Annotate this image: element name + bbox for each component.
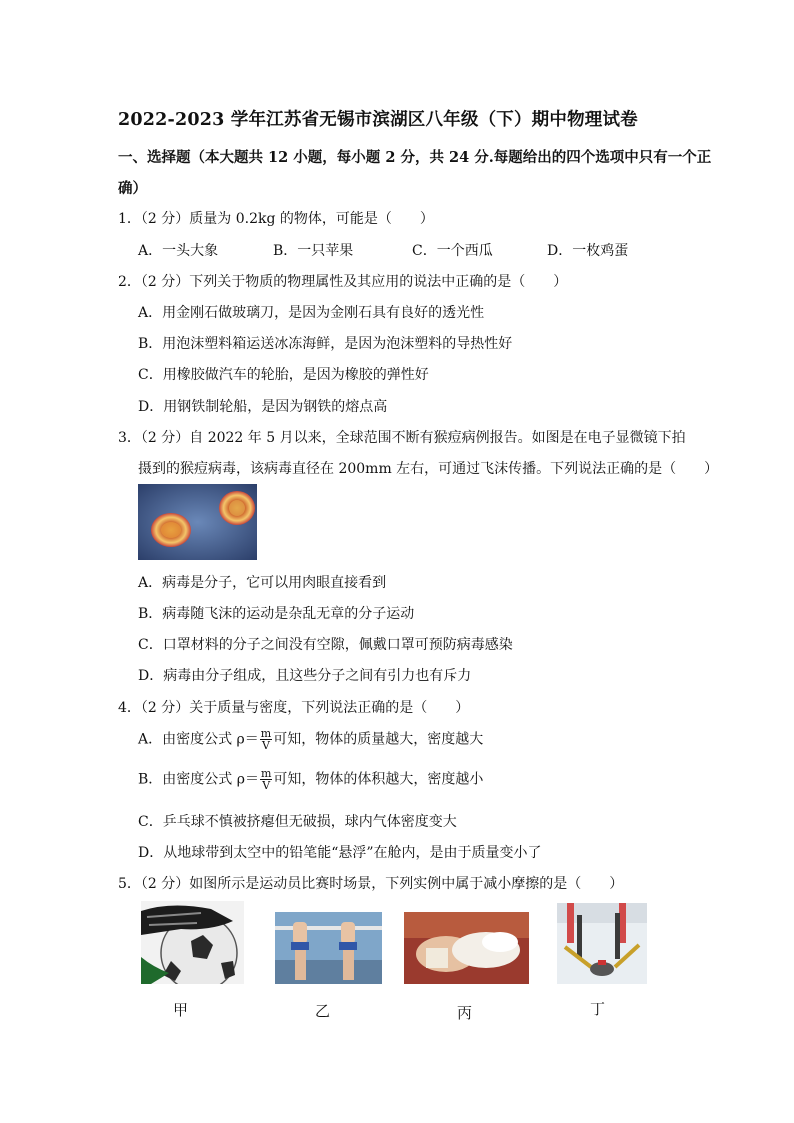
q4-option-b-suffix: 可知，物体的体积越大，密度越小	[273, 771, 484, 788]
q4-option-a-prefix: A．由密度公式 ρ＝	[138, 731, 259, 748]
q2-option-a: A．用金刚石做玻璃刀，是因为金刚石具有良好的透光性	[138, 305, 485, 321]
q4-option-b	[138, 768, 483, 791]
section-heading: 一、选择题（本大题共 12 小题，每小题 2 分，共 24 分.每题给出的四个选项中只有一个正	[118, 149, 712, 166]
fraction-denominator: V	[262, 739, 270, 752]
q3-stem-line1: 3．（2 分）自 2022 年 5 月以来，全球范围不断有猴痘病例报告。如图是在电子显微镜下拍	[118, 430, 686, 446]
caption-yi: 乙	[315, 1002, 331, 1020]
caption-ding: 丁	[590, 1000, 606, 1018]
paper-title: 2022-2023 学年江苏省无锡市滨湖区八年级（下）期中物理试卷	[118, 110, 638, 130]
goalkeeper-glove-image	[141, 901, 244, 984]
q2-option-c: C．用橡胶做汽车的轮胎，是因为橡胶的弹性好	[138, 367, 429, 383]
q3-option-a: A．病毒是分子，它可以用肉眼直接看到	[138, 575, 387, 591]
caption-jia: 甲	[173, 1001, 189, 1019]
q2-option-d: D．用钢铁制轮船，是因为钢铁的熔点高	[138, 399, 388, 415]
q5-stem: 5．（2 分）如图所示是运动员比赛时场景，下列实例中属于减小摩擦的是（ ）	[118, 876, 624, 892]
density-formula-fraction	[260, 768, 272, 791]
q4-option-d: D．从地球带到太空中的铅笔能“悬浮”在舱内，是由于质量变小了	[138, 845, 542, 861]
q4-option-a-suffix: 可知，物体的质量越大，密度越大	[273, 731, 484, 748]
q4-option-c: C．乒乓球不慎被挤瘪但无破损，球内气体密度变大	[138, 814, 457, 830]
curling-image	[557, 903, 647, 984]
fraction-denominator: V	[262, 779, 271, 792]
q3-option-d: D．病毒由分子组成，且这些分子之间有引力也有斥力	[138, 668, 472, 684]
section-heading-cont: 确）	[118, 180, 147, 197]
q2-option-b: B．用泡沫塑料箱运送冰冻海鲜，是因为泡沫塑料的导热性好	[138, 336, 513, 352]
q3-stem-line2: 摄到的猴痘病毒，该病毒直径在 200mm 左右，可通过飞沫传播。下列说法正确的是（ ）	[138, 461, 719, 477]
q1-option-a: A．一头大象	[138, 243, 219, 259]
chalk-hands-image	[404, 912, 529, 984]
q1-option-d: D．一枚鸡蛋	[547, 243, 629, 259]
q1-option-b: B．一只苹果	[273, 243, 354, 259]
caption-bing: 丙	[457, 1004, 473, 1022]
q1-stem: 1．（2 分）质量为 0.2kg 的物体，可能是（ ）	[118, 211, 434, 227]
q4-option-b-prefix: B．由密度公式 ρ＝	[138, 771, 259, 788]
q4-option-a	[138, 728, 483, 751]
q1-option-c: C．一个西瓜	[412, 243, 493, 259]
q3-option-b: B．病毒随飞沫的运动是杂乱无章的分子运动	[138, 606, 415, 622]
virus-micrograph-image	[138, 484, 257, 560]
gymnast-bar-image	[275, 912, 382, 984]
q2-stem: 2．（2 分）下列关于物质的物理属性及其应用的说法中正确的是（ ）	[118, 274, 568, 290]
q3-option-c: C．口罩材料的分子之间没有空隙，佩戴口罩可预防病毒感染	[138, 637, 513, 653]
fraction-numerator: m	[260, 727, 272, 740]
q4-stem: 4．（2 分）关于质量与密度，下列说法正确的是（ ）	[118, 700, 470, 716]
fraction-numerator: m	[260, 767, 272, 780]
density-formula-fraction	[260, 728, 272, 751]
